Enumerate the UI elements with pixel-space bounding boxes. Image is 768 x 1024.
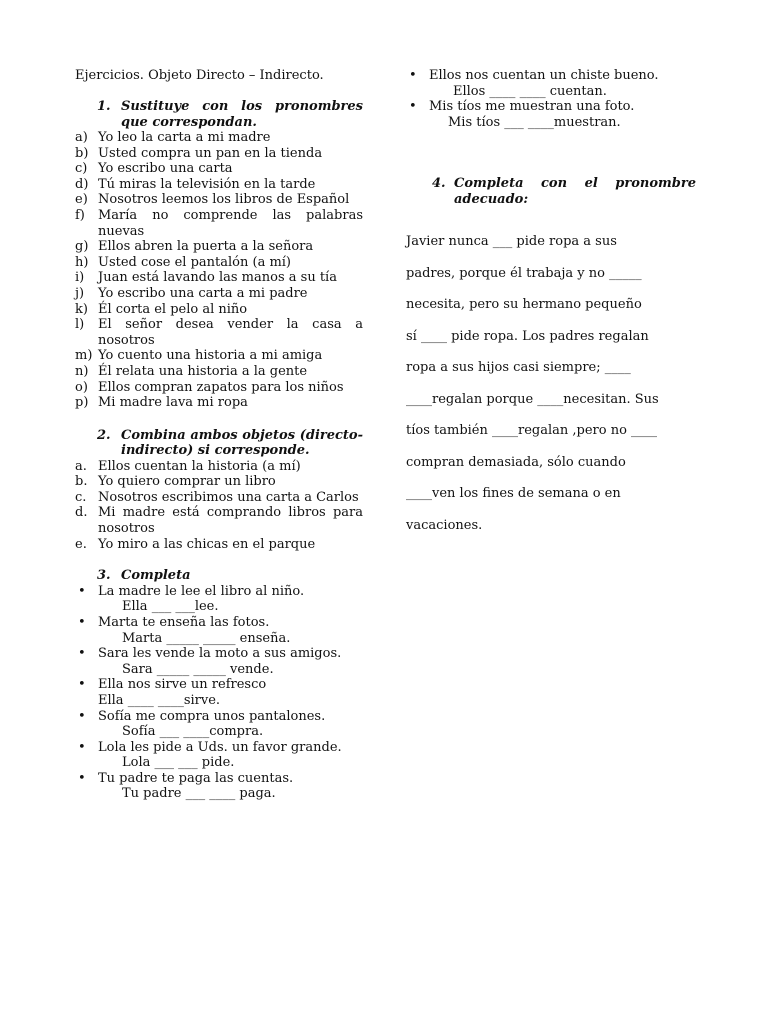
list-item — [75, 177, 363, 193]
item-marker: a) — [75, 130, 88, 145]
bullet-sentence: La madre le lee el libro al niño. — [98, 583, 305, 599]
right-column — [406, 68, 696, 549]
item-text: Yo escribo una carta — [98, 161, 233, 177]
list-item — [75, 505, 363, 536]
bullet-item — [75, 646, 363, 677]
list-item — [75, 302, 363, 318]
bullet-content — [98, 709, 363, 740]
bullet-sentence: Tu padre te paga las cuentas. — [98, 770, 294, 786]
bullet-content — [98, 740, 363, 771]
list-item — [75, 380, 363, 396]
section-3-heading — [75, 568, 363, 584]
bullet-sentence: Sara les vende la moto a sus amigos. — [98, 646, 342, 662]
paragraph-line: compran demasiada, sólo cuando — [406, 454, 626, 470]
bullet-icon: • — [409, 99, 417, 115]
section-2-list — [75, 459, 363, 553]
bullet-item — [406, 68, 696, 99]
paragraph-line: Javier nunca ___ pide ropa a sus — [406, 234, 617, 250]
section-3-number: 3. — [97, 568, 111, 584]
bullet-icon: • — [78, 646, 86, 662]
section-3-heading-text: Completa — [121, 568, 191, 584]
item-text: Usted cose el pantalón (a mí) — [98, 254, 292, 270]
bullet-content — [98, 771, 363, 802]
list-item — [75, 208, 363, 239]
list-item — [75, 239, 363, 255]
bullet-item — [75, 677, 363, 708]
item-marker: b) — [75, 145, 89, 161]
list-item — [75, 161, 363, 177]
list-item — [75, 130, 363, 146]
bullet-content — [98, 677, 363, 708]
paragraph-line: ____regalan porque ____necesitan. Sus — [406, 391, 659, 407]
item-text: Nosotros escribimos una carta a Carlos — [98, 489, 359, 505]
paragraph-line: ropa a sus hijos casi siempre; ____ — [406, 360, 631, 376]
bullet-answer-line: Sofía ___ ____compra. — [122, 724, 264, 740]
bullet-item — [75, 771, 363, 802]
section-2 — [75, 428, 363, 553]
item-text: Yo quiero comprar un libro — [98, 474, 276, 490]
item-text: Mi madre lava mi ropa — [98, 395, 248, 411]
bullet-content — [98, 584, 363, 615]
item-text: Mi madre está comprando libros para nosotros — [98, 505, 363, 537]
item-marker: d. — [75, 505, 88, 521]
section-1 — [75, 99, 363, 411]
item-text: Tú miras la televisión en la tarde — [98, 176, 316, 192]
document-title: Ejercicios. Objeto Directo – Indirecto. — [75, 68, 324, 83]
bullet-sentence: Marta te enseña las fotos. — [98, 614, 270, 630]
bullet-item — [75, 584, 363, 615]
list-item — [75, 537, 363, 553]
list-item — [75, 490, 363, 506]
section-2-heading — [75, 428, 363, 459]
section-2-heading-text: Combina ambos objetos (directo-indirecto) si corresponde. — [121, 427, 363, 459]
item-marker: a. — [75, 458, 87, 474]
bullet-icon: • — [78, 583, 86, 599]
item-marker: m) — [75, 348, 93, 364]
bullet-answer-line: Sara _____ _____ vende. — [122, 661, 274, 677]
bullet-icon: • — [78, 739, 86, 755]
bullet-icon: • — [78, 614, 86, 630]
bullet-sentence: Ellos nos cuentan un chiste bueno. — [429, 68, 659, 83]
bullet-item — [75, 615, 363, 646]
item-text: Ellos compran zapatos para los niños — [98, 379, 344, 395]
list-item — [75, 286, 363, 302]
section-1-number: 1. — [97, 99, 111, 114]
bullet-sentence: Sofía me compra unos pantalones. — [98, 708, 326, 724]
item-marker: c) — [75, 161, 88, 177]
section-4-heading — [406, 176, 696, 207]
left-column — [75, 68, 363, 802]
list-item — [75, 317, 363, 348]
item-text: Él corta el pelo al niño — [98, 301, 248, 317]
section-1-list — [75, 130, 363, 411]
section-1-heading — [75, 99, 363, 130]
list-item — [75, 348, 363, 364]
bullet-content — [429, 68, 696, 99]
section-3 — [75, 568, 363, 802]
section-4-number: 4. — [432, 176, 446, 192]
item-text: Usted compra un pan en la tienda — [98, 145, 323, 161]
bullet-answer-line: Tu padre ___ ____ paga. — [122, 786, 276, 802]
bullet-answer-line: Mis tíos ___ ____muestran. — [448, 114, 621, 130]
section-4 — [406, 176, 696, 549]
list-item — [75, 146, 363, 162]
list-item — [75, 364, 363, 380]
item-text: Juan está lavando las manos a su tía — [98, 270, 337, 286]
item-marker: e) — [75, 192, 88, 208]
bullet-answer-line: Lola ___ ___ pide. — [122, 755, 235, 771]
bullet-answer-line: Ellos ____ ____ cuentan. — [453, 83, 607, 99]
section-4-paragraph — [406, 234, 680, 549]
bullet-sentence: Ella nos sirve un refresco — [98, 677, 267, 693]
item-marker: b. — [75, 474, 88, 490]
item-text: Yo cuento una historia a mi amiga — [98, 348, 323, 364]
item-text: El señor desea vender la casa a nosotros — [98, 317, 363, 348]
item-marker: l) — [75, 317, 85, 333]
section-1-heading-text: Sustituye con los pronombres que correspondan. — [121, 99, 363, 130]
item-text: Ellos cuentan la historia (a mí) — [98, 458, 301, 474]
bullet-icon: • — [78, 770, 86, 786]
item-marker: c. — [75, 489, 87, 505]
section-4-heading-text: Completa con el pronombre adecuado: — [454, 176, 696, 207]
bullet-item — [75, 740, 363, 771]
bullet-answer-line: Ella ____ ____sirve. — [98, 692, 221, 708]
list-item — [75, 474, 363, 490]
bullet-answer-line: Marta _____ _____ enseña. — [122, 630, 291, 646]
item-marker: d) — [75, 176, 89, 192]
list-item — [75, 192, 363, 208]
section-3-list — [75, 584, 363, 802]
item-marker: e. — [75, 536, 87, 552]
bullet-item — [75, 709, 363, 740]
bullet-answer-line: Ella ___ ___lee. — [122, 599, 219, 615]
item-marker: n) — [75, 363, 89, 379]
bullet-content — [98, 646, 363, 677]
item-marker: j) — [75, 285, 85, 301]
bullet-item — [406, 99, 696, 130]
paragraph-line: ____ven los fines de semana o en — [406, 486, 621, 502]
paragraph-line: tíos también ____regalan ,pero no ____ — [406, 423, 658, 439]
bullet-content — [429, 99, 696, 130]
item-text: Yo escribo una carta a mi padre — [98, 285, 308, 301]
bullet-icon: • — [78, 677, 86, 693]
bullet-sentence: Lola les pide a Uds. un favor grande. — [98, 739, 342, 755]
bullet-sentence: Mis tíos me muestran una foto. — [429, 99, 635, 115]
item-text: Ellos abren la puerta a la señora — [98, 239, 314, 255]
list-item — [75, 270, 363, 286]
item-marker: k) — [75, 301, 88, 317]
list-item — [75, 459, 363, 475]
item-text: Él relata una historia a la gente — [98, 363, 308, 379]
item-text: Nosotros leemos los libros de Español — [98, 192, 350, 208]
paragraph-line: sí ____ pide ropa. Los padres regalan — [406, 328, 649, 344]
bullet-icon: • — [78, 708, 86, 724]
item-text: Yo leo la carta a mi madre — [98, 130, 271, 145]
item-marker: p) — [75, 395, 89, 411]
section-3-list-continued — [406, 68, 696, 130]
item-marker: f) — [75, 207, 85, 223]
list-item — [75, 255, 363, 271]
item-text: Yo miro a las chicas en el parque — [98, 536, 316, 552]
bullet-content — [98, 615, 363, 646]
section-2-number: 2. — [97, 427, 111, 443]
item-text: María no comprende las palabras nuevas — [98, 207, 363, 239]
item-marker: g) — [75, 239, 89, 255]
paragraph-line: necesita, pero su hermano pequeño — [406, 297, 642, 313]
paragraph-line: vacaciones. — [406, 517, 483, 533]
item-marker: o) — [75, 379, 88, 395]
item-marker: h) — [75, 254, 89, 270]
paragraph-line: padres, porque él trabaja y no _____ — [406, 265, 642, 281]
list-item — [75, 395, 363, 411]
item-marker: i) — [75, 270, 85, 286]
bullet-icon: • — [409, 68, 417, 83]
